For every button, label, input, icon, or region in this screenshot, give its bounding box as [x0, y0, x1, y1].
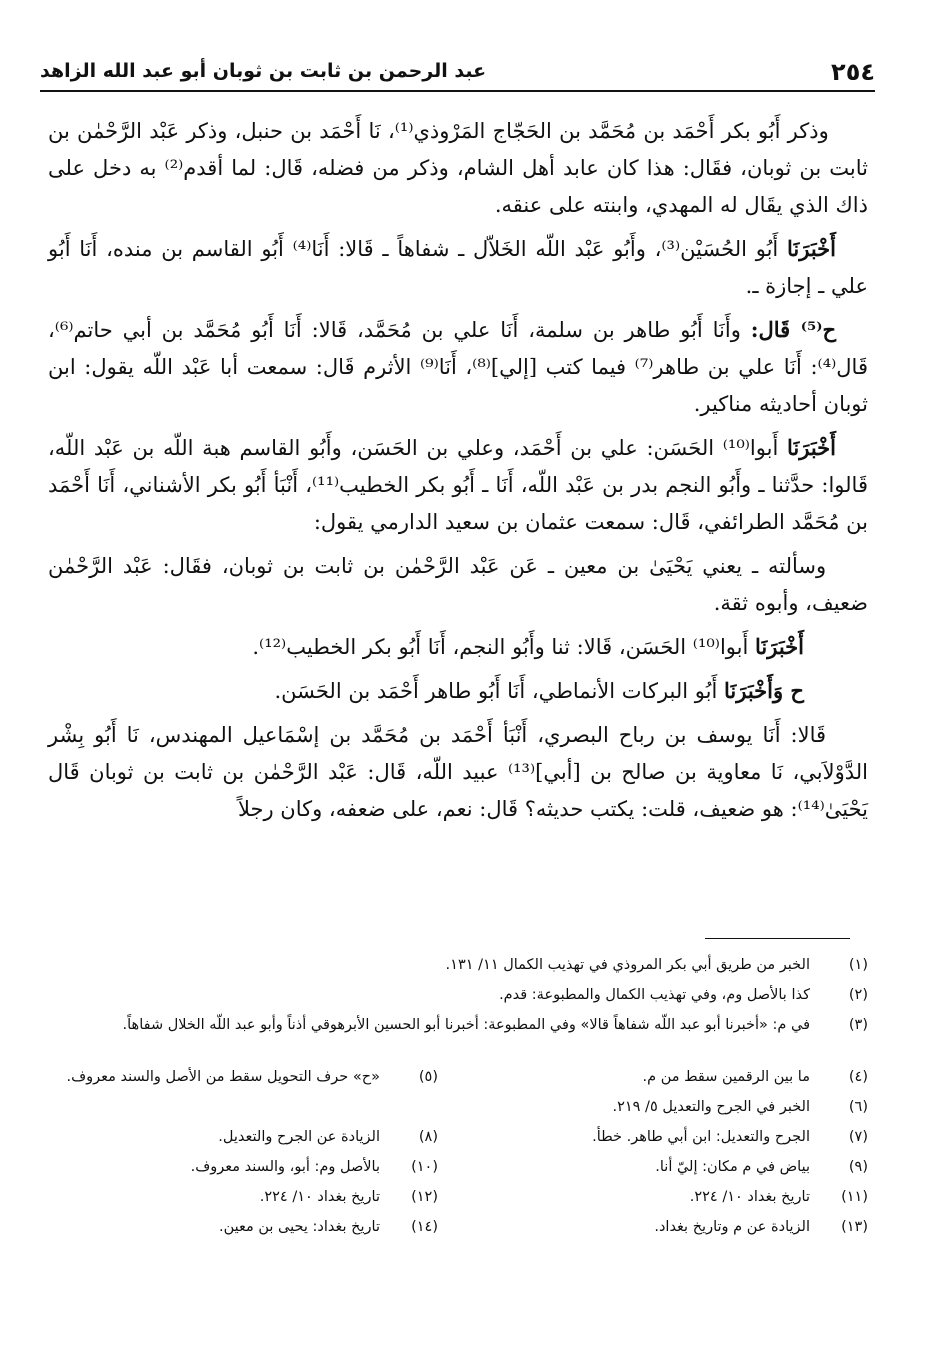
paragraph: وذكر أَبُو بكر أَحْمَد بن مُحَمَّد بن الحَجّاج المَرْوذي⁽¹⁾، نَا أَحْمَد بن حنبل، وذكر عَبْد الرَّحْمٰن بن ثابت بن ثوبان، فقَال: هذا كان عابد أهل الشام، وذكر من فضله، قَال: لما أقدم⁽²⁾ به دخل على ذاك الذي يقَال له المهدي، وابنته على عنقه.	[48, 119, 868, 217]
footnote: (١٢) تاريخ بغداد ١٠/ ٢٢٤.	[259, 1189, 438, 1205]
main-text	[48, 112, 868, 834]
footnote: (٢) كذا بالأصل وم، وفي تهذيب الكمال والمطبوعة: قدم.	[499, 987, 868, 1003]
footnote: (٨) الزيادة عن الجرح والتعديل.	[218, 1129, 438, 1145]
paragraph: وسألته ـ يعني يَحْيَىٰ بن معين ـ عَن عَبْد الرَّحْمٰن بن ثابت بن ثوبان، فقَال: عَبْد الرَّحْمٰن ضعيف، وأبوه ثقة.	[48, 554, 868, 615]
running-header	[40, 52, 875, 92]
footnote-row	[18, 1182, 868, 1212]
footnote: (٤) ما بين الرقمين سقط من م.	[642, 1069, 868, 1085]
footnote: (٩) بياض في م مكان: إليّ أنا.	[655, 1159, 868, 1175]
footnote-separator	[705, 938, 850, 939]
paragraph: أَخْبَرَنَا أَبوا⁽¹⁰⁾ الحَسَن، قَالا: ثنا وأَبُو النجم، أَنَا أَبُو بكر الخطيب⁽¹²⁾.	[252, 634, 804, 659]
paragraph: ح وَأَخْبَرَنَا أَبُو البركات الأنماطي، أَنَا أَبُو طاهر أَحْمَد بن الحَسَن.	[274, 678, 804, 703]
footnote-row	[18, 1062, 868, 1092]
paragraph: قَالا: أَنَا يوسف بن رباح البصري، أَنْبَأ أَحْمَد بن مُحَمَّد بن إسْمَاعيل المهندس، نَا أَبُو بِشْر الدَّوْلاَبي، نَا معاوية بن صالح بن [أبي]⁽¹³⁾ عبيد اللّه، قَال: عَبْد الرَّحْمٰن بن ثابت بن ثوبان قَال يَحْيَىٰ⁽¹⁴⁾: هو ضعيف، قلت: يكتب حديثه؟ قَال: نعم، على ضعفه، وكان رجلاً	[48, 723, 869, 821]
footnote: (١١) تاريخ بغداد ١٠/ ٢٢٤.	[689, 1189, 868, 1205]
footnote: (٣) في م: «أخبرنا أبو عبد اللّه شفاهاً قالا» وفي المطبوعة: أخبرنا أبو الحسين الأبرهوقي أذناً وأبو عبد اللّه الخلال شفاهاً.	[122, 1017, 868, 1033]
footnote: (٧) الجرح والتعديل: ابن أبي طاهر. خطأ.	[592, 1129, 868, 1145]
footnote-row	[18, 1092, 868, 1122]
paragraph: أَخْبَرَنَا أَبُو الحُسَيْن⁽³⁾، وأَبُو عَبْد اللّه الخَلاّل ـ شفاهاً ـ قَالا: أَنَا⁽⁴⁾ أَبُو القاسم بن منده، أَنَا أَبُو علي ـ إجازة ـ.	[48, 236, 868, 298]
footnote	[18, 1092, 438, 1122]
footnotes	[18, 950, 868, 1242]
footnote: (١) الخبر من طريق أبي بكر المروذي في تهذيب الكمال ١١/ ١٣١.	[445, 957, 868, 973]
paragraph: ح⁽⁵⁾ قَال: وأَنَا أَبُو طاهر بن سلمة، أَنَا علي بن مُحَمَّد، قَالا: أَنَا أَبُو مُحَمَّد بن أبي حاتم⁽⁶⁾، قَال⁽⁴⁾: أَنَا علي بن طاهر⁽⁷⁾ فيما كتب [إلي]⁽⁸⁾، أَنَا⁽⁹⁾ الأثرم قَال: سمعت أبا عَبْد اللّه يقول: ابن ثوبان أحاديثه مناكير.	[48, 317, 868, 416]
footnote-row	[18, 1212, 868, 1242]
page-number: ٢٥٤	[831, 58, 875, 86]
paragraph: أَخْبَرَنَا أَبوا⁽¹⁰⁾ الحَسَن: علي بن أَحْمَد، وعلي بن الحَسَن، وأَبُو القاسم هبة اللّه بن عَبْد اللّه، قَالوا: حدَّثنا ـ وأَبُو النجم بدر بن عَبْد اللّه، أَنَا ـ أَبُو بكر الخطيب⁽¹¹⁾، أَنْبَأ أَبُو بكر الأشناني، أَنَا أَحْمَد بن مُحَمَّد الطرائفي، قَال: سمعت عثمان بن سعيد الدارمي يقول:	[48, 435, 868, 534]
footnote: (١٣) الزيادة عن م وتاريخ بغداد.	[654, 1219, 868, 1235]
running-title: عبد الرحمن بن ثابت بن ثوبان أبو عبد الله الزاهد	[40, 60, 487, 82]
footnote: (٦) الخبر في الجرح والتعديل ٥/ ٢١٩.	[612, 1099, 868, 1115]
footnote: (٥) «ح» حرف التحويل سقط من الأصل والسند معروف.	[66, 1069, 438, 1085]
footnote: (١٠) بالأصل وم: أبو، والسند معروف.	[190, 1159, 438, 1175]
footnote: (١٤) تاريخ بغداد: يحيى بن معين.	[218, 1219, 438, 1235]
footnote-row	[18, 1122, 868, 1152]
footnote-row	[18, 1152, 868, 1182]
